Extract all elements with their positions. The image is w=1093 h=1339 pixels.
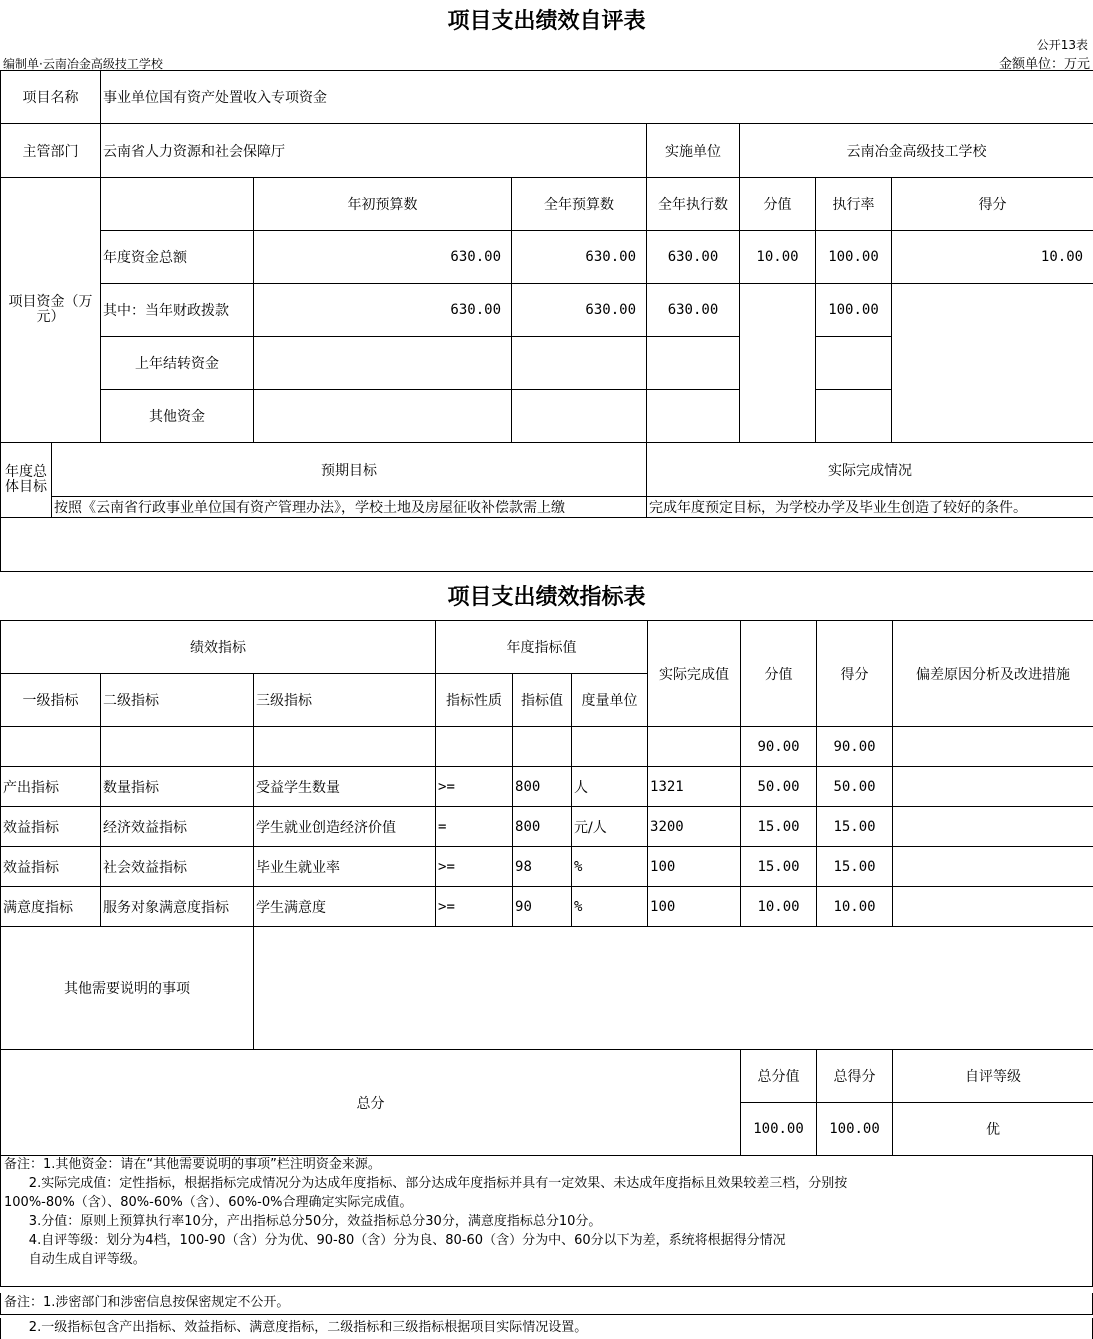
level2-cell: 经济效益指标 [101, 807, 254, 847]
project-name-label: 项目名称 [1, 71, 101, 124]
funds-rate: 100.00 [816, 284, 892, 337]
compiler-unit: 编制单·云南冶金高级技工学校 [3, 57, 163, 71]
actual-cell: 100 [648, 847, 741, 887]
actual-value-header: 实际完成值 [648, 621, 741, 727]
level1-header: 一级指标 [1, 674, 101, 727]
secret-note-2 [0, 1318, 1093, 1339]
funds-executed: 630.00 [647, 284, 740, 337]
other-notes-label: 其他需要说明的事项 [1, 927, 254, 1050]
funds-score-merged [892, 284, 1093, 443]
analysis-cell [893, 887, 1093, 927]
nature-cell: >= [436, 847, 513, 887]
level2-cell: 数量指标 [101, 767, 254, 807]
funds-annual [512, 337, 647, 390]
funds-annual: 630.00 [512, 231, 647, 284]
dept-label: 主管部门 [1, 124, 101, 178]
funds-row-label: 其中：当年财政拨款 [101, 284, 254, 337]
level1-cell: 效益指标 [1, 847, 101, 887]
level2-header: 二级指标 [101, 674, 254, 727]
unit-cell: % [572, 887, 648, 927]
total-value-label: 总分值 [741, 1050, 817, 1103]
funds-annual [512, 390, 647, 443]
nature-header: 指标性质 [436, 674, 513, 727]
funds-header-score-value: 分值 [740, 178, 816, 231]
value-cell: 800 [513, 767, 572, 807]
dept-value: 云南省人力资源和社会保障厅 [101, 124, 647, 178]
impl-value: 云南冶金高级技工学校 [740, 124, 1093, 178]
page-title: 项目支出绩效自评表 [447, 9, 646, 34]
funds-score: 10.00 [892, 231, 1093, 284]
perf-indicator-header: 绩效指标 [1, 621, 436, 674]
total-value: 100.00 [741, 1103, 817, 1156]
total-score: 90.00 [817, 727, 893, 767]
notes-section [0, 1155, 1093, 1287]
analysis-cell [893, 767, 1093, 807]
impl-label: 实施单位 [647, 124, 740, 178]
funds-header-annual: 全年预算数 [512, 178, 647, 231]
funds-executed [647, 337, 740, 390]
funds-header-initial: 年初预算数 [254, 178, 512, 231]
unit-cell: % [572, 847, 648, 887]
funds-initial [254, 337, 512, 390]
actual-cell: 100 [648, 887, 741, 927]
note-line: 备注：1.涉密部门和涉密信息按保密规定不公开。 [4, 1295, 290, 1310]
funds-header-rate: 执行率 [816, 178, 892, 231]
unit-cell: 元/人 [572, 807, 648, 847]
score-cell: 15.00 [817, 807, 893, 847]
score-value-cell: 10.00 [741, 887, 817, 927]
note-line: 2.实际完成值：定性指标，根据指标完成情况分为达成年度指标、部分达成年度指标并具有一定效果、未达成年度指标且效果较差三档，分别按 [4, 1176, 848, 1191]
level3-cell: 毕业生就业率 [254, 847, 436, 887]
funds-executed [647, 390, 740, 443]
value-cell: 800 [513, 807, 572, 847]
funds-row-label: 上年结转资金 [101, 337, 254, 390]
funds-initial: 630.00 [254, 284, 512, 337]
funds-initial [254, 390, 512, 443]
goals-expected-text: 按照《云南省行政事业单位国有资产管理办法》，学校土地及房屋征收补偿款需上缴 [52, 497, 647, 518]
nature-cell: >= [436, 767, 513, 807]
value-cell: 98 [513, 847, 572, 887]
value-cell: 90 [513, 887, 572, 927]
funds-label: 项目资金（万元） [1, 178, 101, 443]
unit-header: 度量单位 [572, 674, 648, 727]
funds-row-label: 年度资金总额 [101, 231, 254, 284]
goals-actual-label: 实际完成情况 [647, 443, 1093, 497]
score-cell: 15.00 [817, 847, 893, 887]
total-score-value: 100.00 [817, 1103, 893, 1156]
note-line: 备注：1.其他资金：请在“其他需要说明的事项”栏注明资金来源。 [4, 1157, 381, 1172]
level2-cell: 服务对象满意度指标 [101, 887, 254, 927]
goals-expected-label: 预期目标 [52, 443, 647, 497]
table-row [1, 887, 1093, 927]
score-value-cell: 15.00 [741, 807, 817, 847]
total-score-value: 90.00 [741, 727, 817, 767]
funds-executed: 630.00 [647, 231, 740, 284]
funds-initial: 630.00 [254, 231, 512, 284]
table-row [1, 767, 1093, 807]
nature-cell: >= [436, 887, 513, 927]
actual-cell: 1321 [648, 767, 741, 807]
grade-value: 优 [893, 1103, 1093, 1156]
funds-header-executed: 全年执行数 [647, 178, 740, 231]
score-value-cell: 50.00 [741, 767, 817, 807]
indicator-table [0, 620, 1093, 1156]
table-row [1, 807, 1093, 847]
value-header: 指标值 [513, 674, 572, 727]
goals-label: 年度总体目标 [1, 443, 52, 518]
note-line: 100%-80%（含）、80%-60%（含）、60%-0%合理确定实际完成值。 [4, 1195, 413, 1210]
secret-note-1 [0, 1293, 1093, 1315]
note-line: 4.自评等级：划分为4档，100-90（含）分为优、90-80（含）分为良、80-60（含）分为中、60分以下为差，系统将根据得分情况 [4, 1233, 786, 1248]
analysis-cell [893, 847, 1093, 887]
level2-cell: 社会效益指标 [101, 847, 254, 887]
analysis-cell [893, 807, 1093, 847]
level1-cell: 满意度指标 [1, 887, 101, 927]
level3-cell: 受益学生数量 [254, 767, 436, 807]
actual-cell: 3200 [648, 807, 741, 847]
funds-rate: 100.00 [816, 231, 892, 284]
amount-unit: 金额单位：万元 [998, 57, 1090, 72]
annual-value-header: 年度指标值 [436, 621, 648, 674]
funds-rate [816, 337, 892, 390]
funds-header-score: 得分 [892, 178, 1093, 231]
goals-actual-text: 完成年度预定目标，为学校办学及毕业生创造了较好的条件。 [647, 497, 1093, 518]
note-line: 2.一级指标包含产出指标、效益指标、满意度指标，二级指标和三级指标根据项目实际情况设置。 [4, 1320, 588, 1335]
score-cell: 10.00 [817, 887, 893, 927]
score-header: 得分 [817, 621, 893, 727]
note-line: 自动生成自评等级。 [4, 1252, 146, 1267]
form-code: 公开13表 [1036, 38, 1088, 52]
score-value-header: 分值 [741, 621, 817, 727]
funds-header-blank [101, 178, 254, 231]
score-value-cell: 15.00 [741, 847, 817, 887]
level1-cell: 产出指标 [1, 767, 101, 807]
score-cell: 50.00 [817, 767, 893, 807]
other-notes-value [254, 927, 1093, 1050]
level3-cell: 学生就业创造经济价值 [254, 807, 436, 847]
note-line: 3.分值：原则上预算执行率10分，产出指标总分50分，效益指标总分30分，满意度指标总分10分。 [4, 1214, 602, 1229]
unit-cell: 人 [572, 767, 648, 807]
blank-spacer-row [1, 518, 1093, 572]
funds-annual: 630.00 [512, 284, 647, 337]
level3-cell: 学生满意度 [254, 887, 436, 927]
nature-cell: = [436, 807, 513, 847]
table-row [1, 847, 1093, 887]
total-label: 总分 [1, 1050, 741, 1156]
analysis-header: 偏差原因分析及改进措施 [893, 621, 1093, 727]
level1-cell: 效益指标 [1, 807, 101, 847]
level3-header: 三级指标 [254, 674, 436, 727]
total-score-label: 总得分 [817, 1050, 893, 1103]
funds-row-label: 其他资金 [101, 390, 254, 443]
self-evaluation-table [0, 70, 1093, 572]
grade-label: 自评等级 [893, 1050, 1093, 1103]
funds-rate [816, 390, 892, 443]
funds-score-value: 10.00 [740, 231, 816, 284]
funds-score-value-merged [740, 284, 816, 443]
project-name-value: 事业单位国有资产处置收入专项资金 [101, 71, 1093, 124]
indicator-table-title: 项目支出绩效指标表 [447, 585, 646, 610]
